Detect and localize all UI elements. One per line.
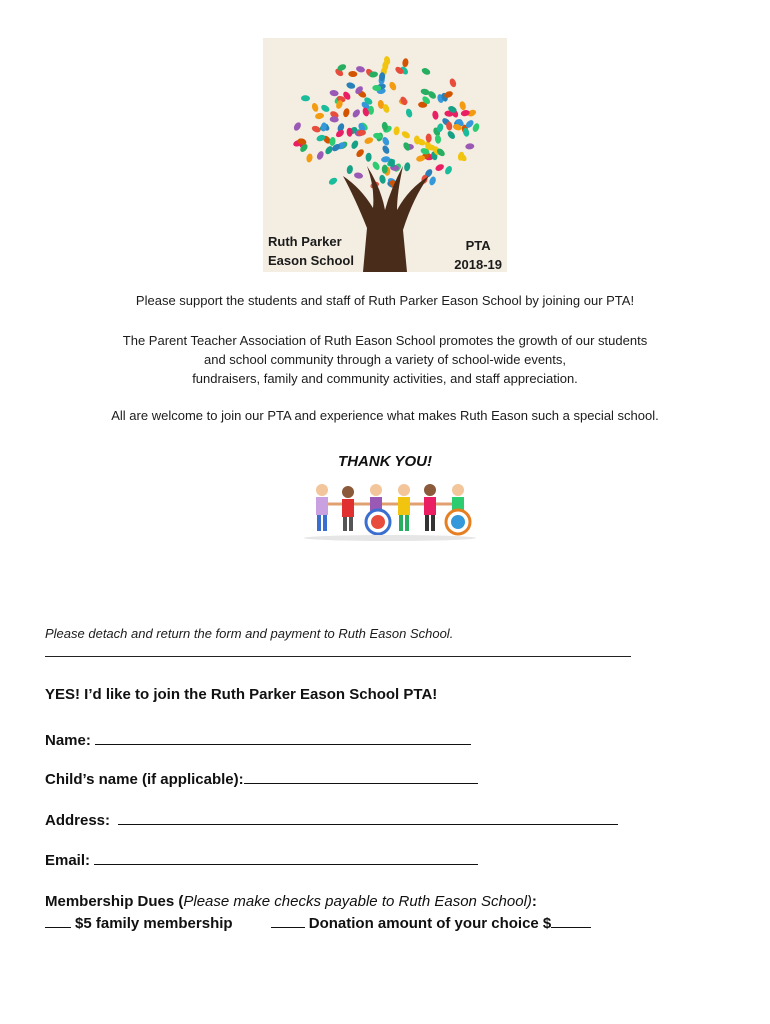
logo-school-line1: Ruth Parker	[268, 234, 342, 249]
handprint-leaf	[328, 176, 339, 186]
dues-options-row	[45, 915, 591, 932]
pta-logo	[263, 38, 507, 272]
children-holding-hands-icon	[302, 478, 478, 542]
child-row	[45, 771, 478, 788]
handprint-leaf	[381, 144, 391, 155]
family-membership-label: $5 family membership	[75, 915, 233, 932]
handprint-leaf	[355, 148, 365, 159]
handprint-leaf	[354, 172, 364, 180]
handprint-leaf	[320, 103, 331, 113]
dues-label: Membership Dues (	[45, 893, 184, 910]
mission-line-1: The Parent Teacher Association of Ruth Eason School promotes the growth of our students	[122, 333, 648, 348]
handprint-leaf	[393, 126, 400, 136]
email-field[interactable]	[94, 863, 478, 865]
handprint-leaf	[351, 108, 361, 119]
kids-illustration	[302, 478, 478, 547]
handprint-leaf	[311, 102, 320, 113]
handprint-leaf	[311, 125, 322, 134]
welcome-text: All are welcome to join our PTA and experience what makes Ruth Eason such a special school.	[111, 408, 659, 423]
name-label: Name:	[45, 732, 91, 749]
address-field[interactable]	[118, 823, 618, 825]
handprint-leaf	[292, 121, 302, 132]
handprint-leaf	[402, 58, 409, 68]
family-membership-checkbox[interactable]	[45, 926, 71, 928]
dues-note: Please make checks payable to Ruth Eason School)	[183, 893, 532, 910]
handprint-leaf	[421, 67, 432, 76]
logo-pta-line1: PTA	[465, 238, 491, 253]
handprint-leaf	[306, 153, 314, 163]
handprint-leaf	[388, 81, 397, 92]
dues-row	[45, 893, 537, 910]
donation-amount-field[interactable]	[551, 926, 591, 928]
handprint-leaf	[346, 165, 354, 175]
name-row	[45, 732, 471, 749]
child-name-field[interactable]	[244, 782, 478, 784]
handprint-leaf	[426, 133, 432, 142]
handprint-leaf	[371, 160, 381, 171]
support-text: Please support the students and staff of Ruth Parker Eason School by joining our PTA!	[135, 293, 635, 308]
logo-pta-line2: 2018-19	[454, 257, 502, 272]
child-label: Child’s name (if applicable):	[45, 771, 244, 788]
thank-you-heading: THANK YOU!	[338, 453, 432, 470]
form-headline: YES! I’d like to join the Ruth Parker Eason School PTA!	[45, 686, 438, 703]
handprint-leaf	[459, 101, 467, 111]
handprint-leaf	[404, 162, 411, 172]
handprint-leaf	[434, 163, 445, 172]
handprint-leaf	[465, 143, 474, 150]
handprint-leaf	[364, 136, 375, 145]
handprint-leaf	[379, 174, 387, 184]
mission-line-2: and school community through a variety of school-wide events,	[203, 352, 567, 367]
handprint-leaf	[448, 78, 457, 89]
name-field[interactable]	[95, 743, 471, 745]
donation-checkbox[interactable]	[271, 926, 305, 928]
email-row	[45, 852, 478, 869]
handprint-leaf	[432, 110, 440, 120]
handprint-leaf	[365, 153, 372, 162]
handprint-leaf	[301, 95, 310, 101]
handprint-leaf	[405, 108, 413, 118]
donation-label: Donation amount of your choice $	[308, 915, 552, 932]
handprint-leaf	[444, 165, 454, 176]
handprint-leaf	[346, 81, 356, 89]
handprint-leaf	[350, 139, 360, 150]
handprint-leaf	[315, 112, 325, 119]
detach-note: Please detach and return the form and payment to Ruth Eason School.	[45, 626, 454, 641]
handprint-leaf	[428, 176, 437, 187]
dues-colon: :	[531, 893, 537, 910]
handprint-leaf	[435, 134, 442, 144]
email-label: Email:	[45, 852, 91, 869]
handprint-leaf	[348, 71, 357, 77]
mission-line-3: fundraisers, family and community activities, and staff appreciation.	[192, 371, 578, 386]
address-label: Address:	[45, 812, 111, 829]
address-row	[45, 812, 618, 829]
cut-line	[45, 656, 631, 657]
handprint-leaf	[446, 130, 456, 141]
logo-school-line2: Eason School	[268, 253, 354, 268]
handprint-leaf	[400, 130, 411, 140]
handprint-leaf	[329, 89, 339, 96]
handprint-leaf	[355, 65, 365, 73]
handprint-leaf	[316, 150, 325, 161]
handprint-leaf	[342, 108, 350, 118]
